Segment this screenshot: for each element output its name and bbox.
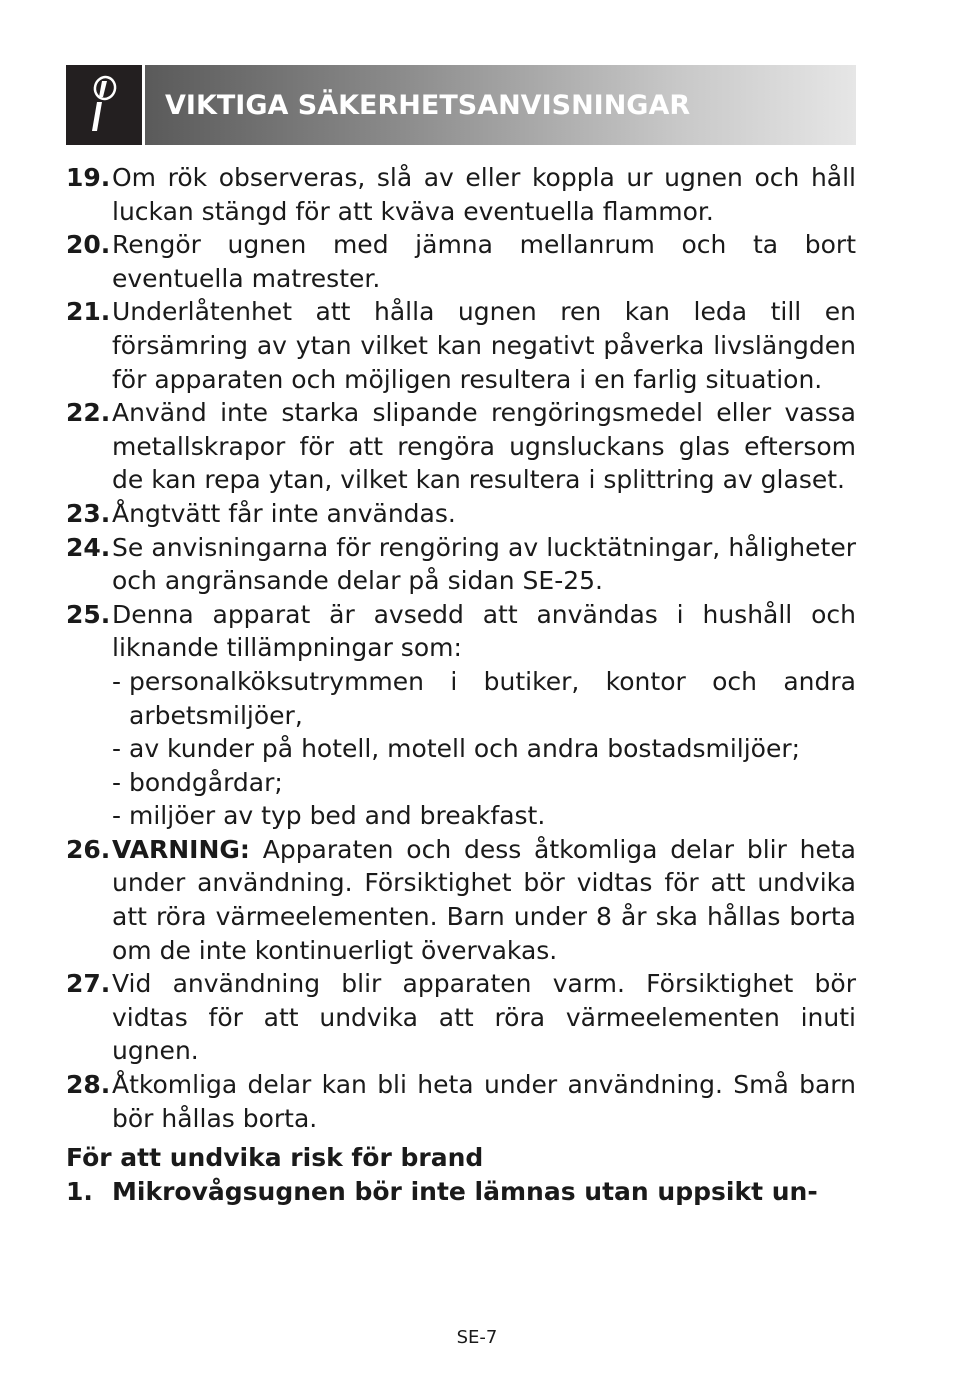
warning-text: Apparaten och dess åtkomliga delar blir heta under användning. Försiktighet bör vidtas för att undvika att röra värmeelementen. Barn under 8 år ska hållas borta om de inte kontinuerligt övervakas. <box>112 834 856 965</box>
list-item <box>66 833 856 967</box>
item-number: 22. <box>66 398 111 428</box>
header-bar <box>145 65 856 145</box>
warning-label: VARNING: <box>112 834 250 864</box>
item-text: Denna apparat är avsedd att användas i hushåll och liknande tillämpningar som: <box>112 599 856 663</box>
item-text: Vid användning blir apparaten varm. Försiktighet bör vidtas för att undvika att röra värmeelementen inuti ugnen. <box>112 969 856 1066</box>
item-text: Rengör ugnen med jämna mellanrum och ta bort eventuella matrester. <box>112 230 856 293</box>
item-number: 21. <box>66 297 111 327</box>
sub-list <box>112 665 856 833</box>
list-item <box>66 295 856 396</box>
item-text: Åtkomliga delar kan bli heta under användning. Små barn bör hållas borta. <box>112 1070 856 1133</box>
page-number: SE-7 <box>456 1327 498 1348</box>
list-item <box>66 1175 856 1209</box>
sub-text: av kunder på hotell, motell och andra bostadsmiljöer; <box>129 734 801 764</box>
list-item <box>66 598 856 665</box>
list-item <box>66 396 856 497</box>
list-item <box>66 228 856 295</box>
list-item <box>66 531 856 598</box>
sub-text: bondgårdar; <box>129 767 283 797</box>
sub-list-item <box>112 799 856 833</box>
item-text: Ångtvätt får inte användas. <box>112 498 456 528</box>
sub-list-item <box>112 766 856 800</box>
item-number: 27. <box>66 969 111 999</box>
item-number: 25. <box>66 599 111 629</box>
sub-text: personalköksutrymmen i butiker, kontor och andra arbetsmiljöer, <box>129 666 856 730</box>
sub-dash: - <box>112 767 122 797</box>
section-heading: För att undvika risk för brand <box>66 1143 484 1173</box>
safety-list <box>66 161 856 1208</box>
sub-list-item <box>112 732 856 766</box>
item-text: Underlåtenhet att hålla ugnen ren kan leda till en försämring av ytan vilket kan negativt påverka livslängden för apparaten och möjligen resultera i en farlig situation. <box>112 297 856 394</box>
warning-exclamation-icon <box>66 65 142 145</box>
item-text: Mikrovågsugnen bör inte lämnas utan uppsikt un- <box>112 1176 818 1206</box>
item-number: 1. <box>66 1176 93 1206</box>
page-title: VIKTIGA SÄKERHETSANVISNINGAR <box>165 89 691 121</box>
sub-dash: - <box>112 734 122 764</box>
section-header <box>66 65 856 145</box>
list-item <box>66 1068 856 1135</box>
item-number: 23. <box>66 498 111 528</box>
item-number: 28. <box>66 1070 111 1100</box>
sub-text: miljöer av typ bed and breakfast. <box>129 801 546 831</box>
sub-dash: - <box>112 666 122 696</box>
item-text <box>112 833 856 967</box>
item-number: 20. <box>66 230 111 260</box>
list-item <box>66 161 856 228</box>
item-number: 19. <box>66 163 111 192</box>
sub-dash: - <box>112 801 122 831</box>
item-number: 24. <box>66 532 111 562</box>
item-text: Använd inte starka slipande rengöringsmedel eller vassa metallskrapor för att rengöra ugnsluckans glas eftersom de kan repa ytan, vilket kan resultera i splittring av glaset. <box>112 398 856 495</box>
item-text: Om rök observeras, slå av eller koppla ur ugnen och håll luckan stängd för att kväva eventuella flammor. <box>112 163 856 226</box>
list-item <box>66 497 856 531</box>
list-item <box>66 967 856 1068</box>
item-text: Se anvisningarna för rengöring av lucktätningar, håligheter och angränsande delar på sidan SE-25. <box>112 532 856 596</box>
item-number: 26. <box>66 834 111 864</box>
sub-list-item <box>112 665 856 732</box>
